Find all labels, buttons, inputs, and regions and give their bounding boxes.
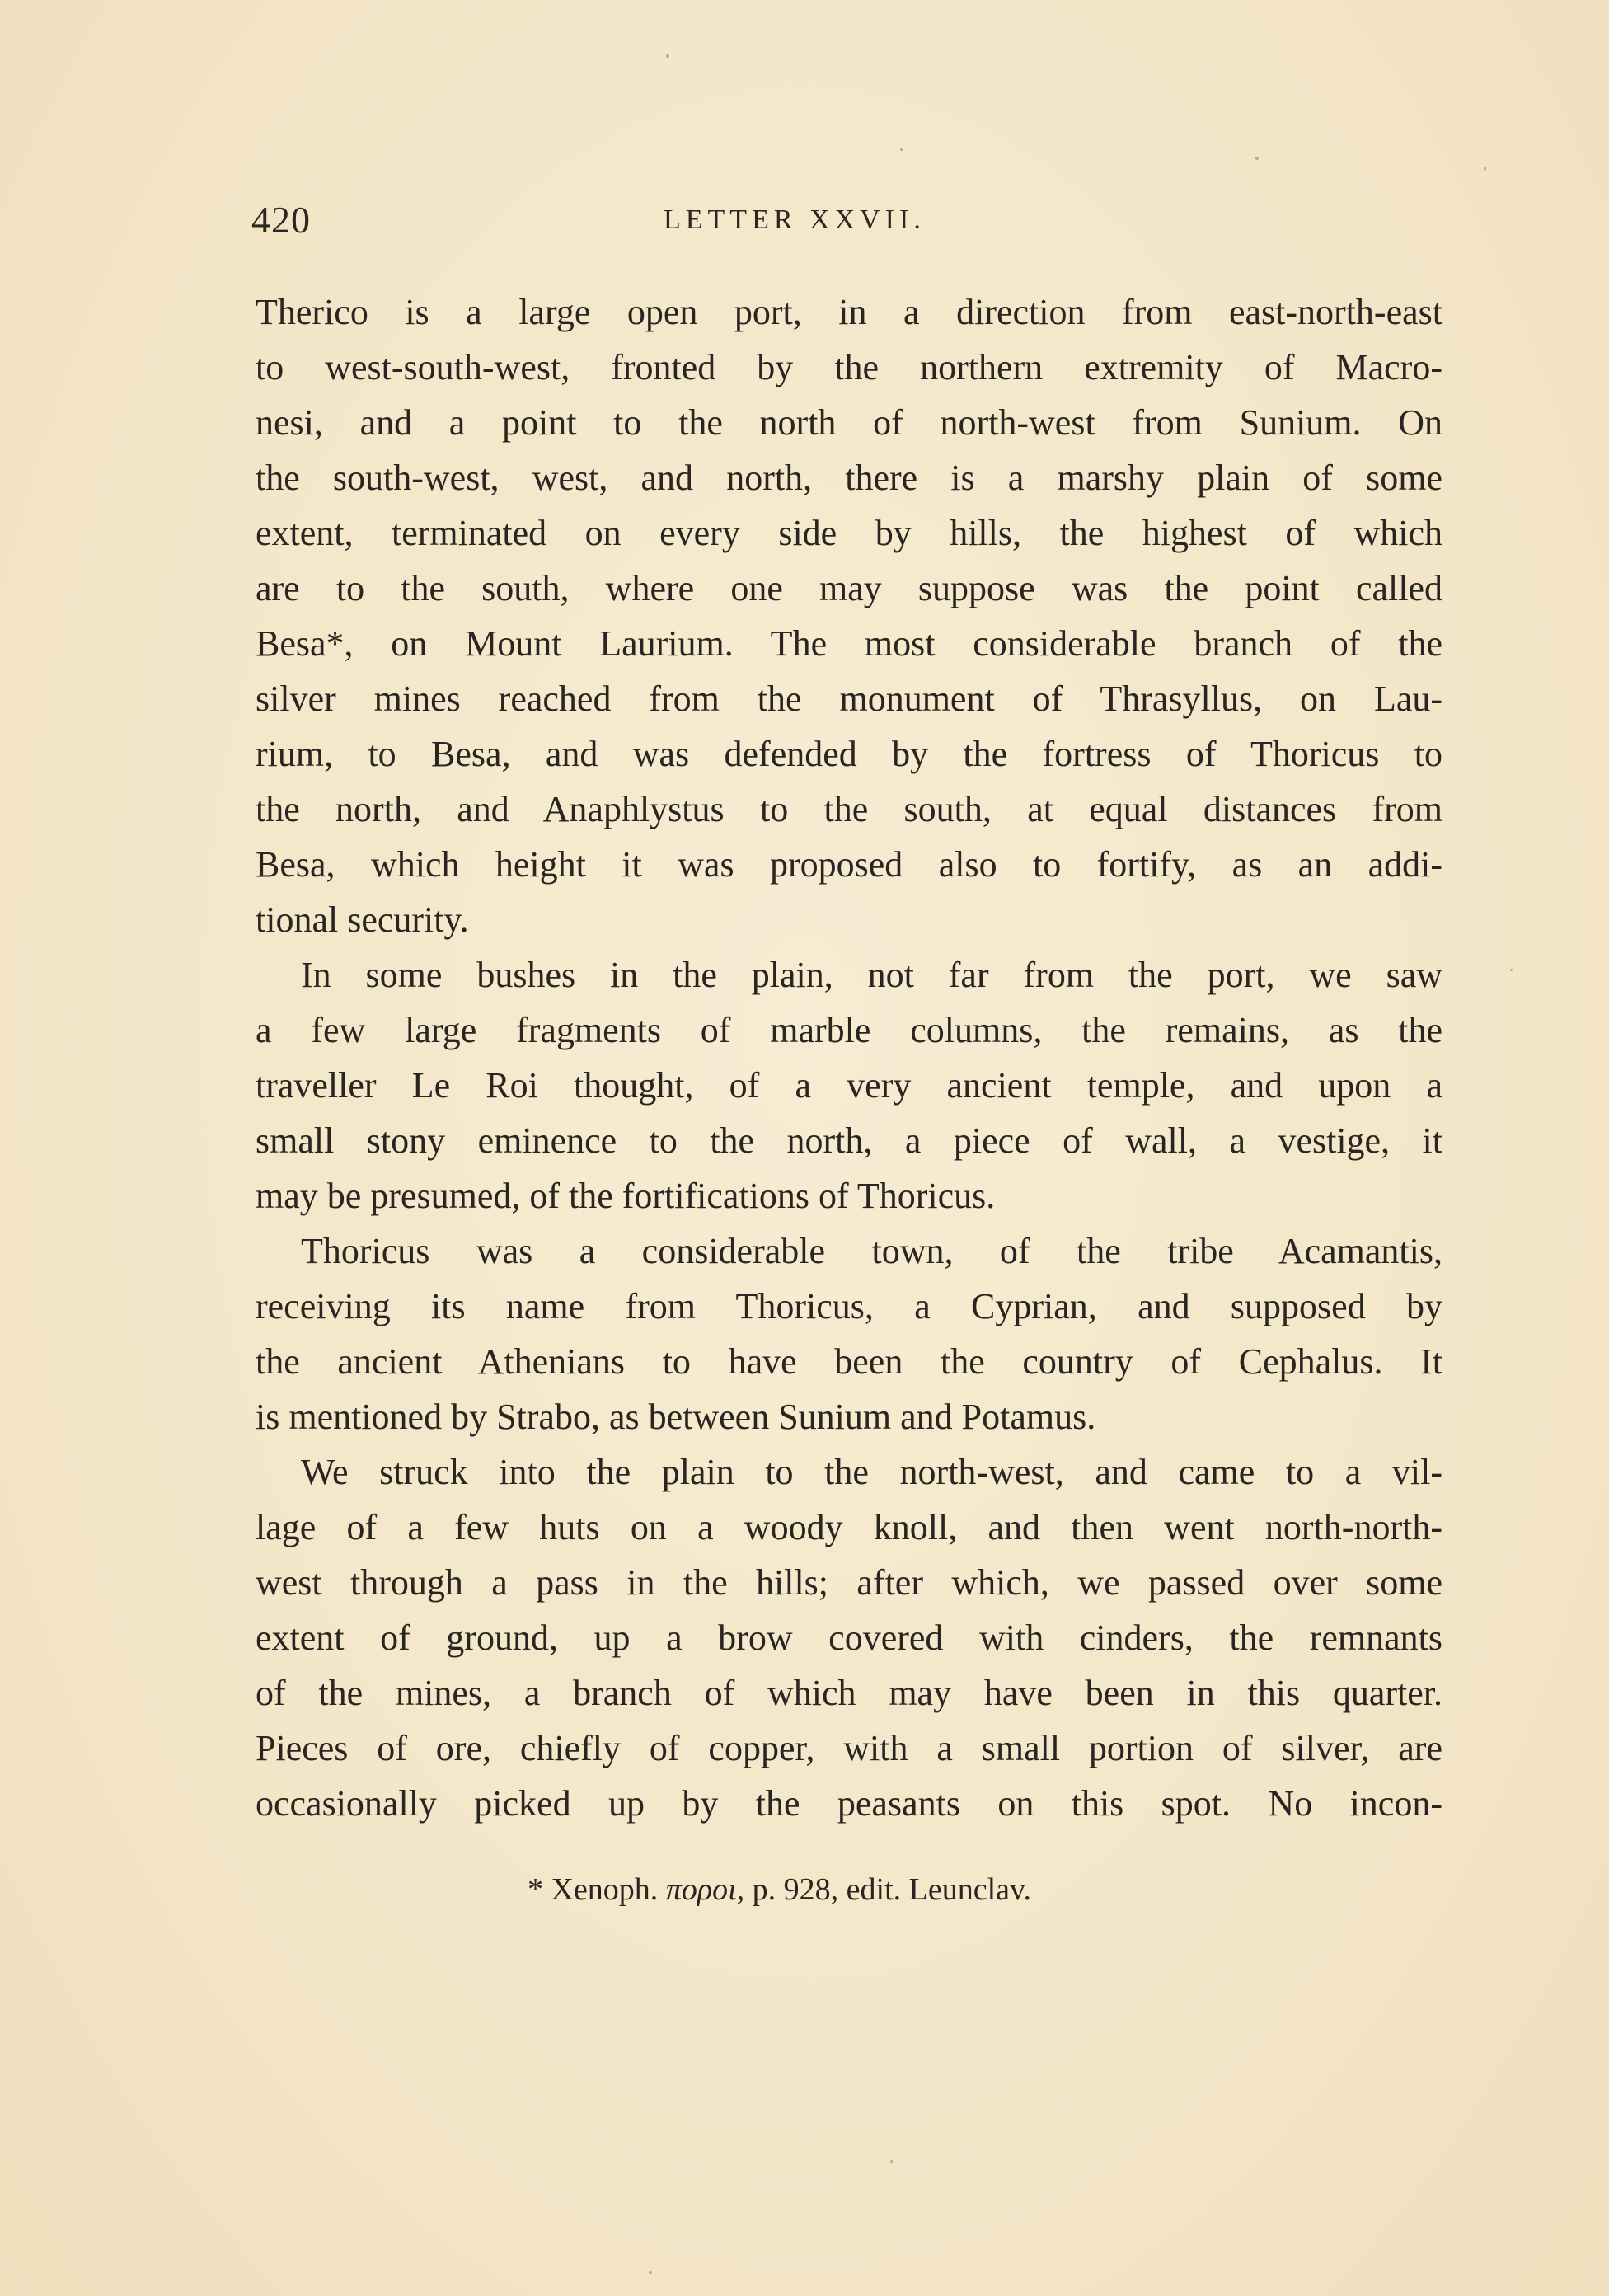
paragraph — [256, 1223, 1442, 1444]
text-line: Thoricus was a considerable town, of the tribe Acamantis, — [301, 1231, 1442, 1271]
text-line: We struck into the plain to the north-west, and came to a vil- — [301, 1452, 1442, 1492]
text-line: nesi, and a point to the north of north-west from Sunium. On — [256, 402, 1442, 443]
text-line: rium, to Besa, and was defended by the fortress of Thoricus to — [256, 734, 1442, 774]
text-line: are to the south, where one may suppose was the point called — [256, 568, 1442, 608]
paragraph — [256, 947, 1442, 1223]
text-line: of the mines, a branch of which may have been in this quarter. — [256, 1673, 1442, 1713]
paper-speck — [1484, 167, 1486, 171]
text-line: Therico is a large open port, in a direction from east-north-east — [256, 292, 1442, 332]
body-text — [256, 284, 1442, 1831]
text-line: lage of a few huts on a woody knoll, and then went north-north- — [256, 1507, 1442, 1547]
paper-speck — [890, 2160, 893, 2163]
paragraph — [256, 1444, 1442, 1831]
text-line: the south-west, west, and north, there is a marshy plain of some — [256, 458, 1442, 498]
paper-speck — [649, 2271, 652, 2274]
text-line: the ancient Athenians to have been the country of Cephalus. It — [256, 1341, 1442, 1382]
text-line: is mentioned by Strabo, as between Sunium and Potamus. — [256, 1397, 1096, 1437]
text-line: Besa*, on Mount Laurium. The most considerable branch of the — [256, 623, 1442, 664]
paper-speck — [666, 54, 669, 58]
paper-speck — [1510, 969, 1513, 971]
text-line: west through a pass in the hills; after which, we passed over some — [256, 1562, 1442, 1603]
text-line: a few large fragments of marble columns, the remains, as the — [256, 1010, 1442, 1050]
text-line: traveller Le Roi thought, of a very ancient temple, and upon a — [256, 1065, 1442, 1106]
footnote-author: Xenoph. — [551, 1872, 659, 1907]
text-line: In some bushes in the plain, not far from the port, we saw — [301, 955, 1442, 995]
text-line: to west-south-west, fronted by the northern extremity of Macro- — [256, 347, 1442, 387]
footnote-marker: * — [528, 1872, 543, 1907]
text-line: extent of ground, up a brow covered with cinders, the remnants — [256, 1618, 1442, 1658]
text-line: tional security. — [256, 899, 469, 940]
footnote — [528, 1871, 1031, 1908]
footnote-greek-title: πορoι, — [665, 1872, 745, 1907]
paragraph — [256, 284, 1442, 947]
footnote-reference: p. 928, edit. Leunclav. — [752, 1872, 1032, 1907]
page-header — [251, 198, 1447, 247]
running-head: LETTER XXVII. — [664, 204, 926, 235]
paper-speck — [900, 148, 903, 151]
text-line: Pieces of ore, chiefly of copper, with a small portion of silver, are — [256, 1728, 1442, 1768]
text-line: small stony eminence to the north, a piece of wall, a vestige, it — [256, 1120, 1442, 1161]
text-line: Besa, which height it was proposed also to fortify, as an addi- — [256, 844, 1442, 885]
text-line: receiving its name from Thoricus, a Cyprian, and supposed by — [256, 1286, 1442, 1326]
text-line: the north, and Anaphlystus to the south, at equal distances from — [256, 789, 1442, 829]
text-line: silver mines reached from the monument of Thrasyllus, on Lau- — [256, 678, 1442, 719]
paper-speck — [1255, 157, 1259, 160]
text-line: may be presumed, of the fortifications of Thoricus. — [256, 1176, 996, 1216]
text-line: occasionally picked up by the peasants on this spot. No incon- — [256, 1783, 1442, 1824]
page-number: 420 — [251, 199, 311, 241]
text-line: extent, terminated on every side by hills, the highest of which — [256, 513, 1442, 553]
